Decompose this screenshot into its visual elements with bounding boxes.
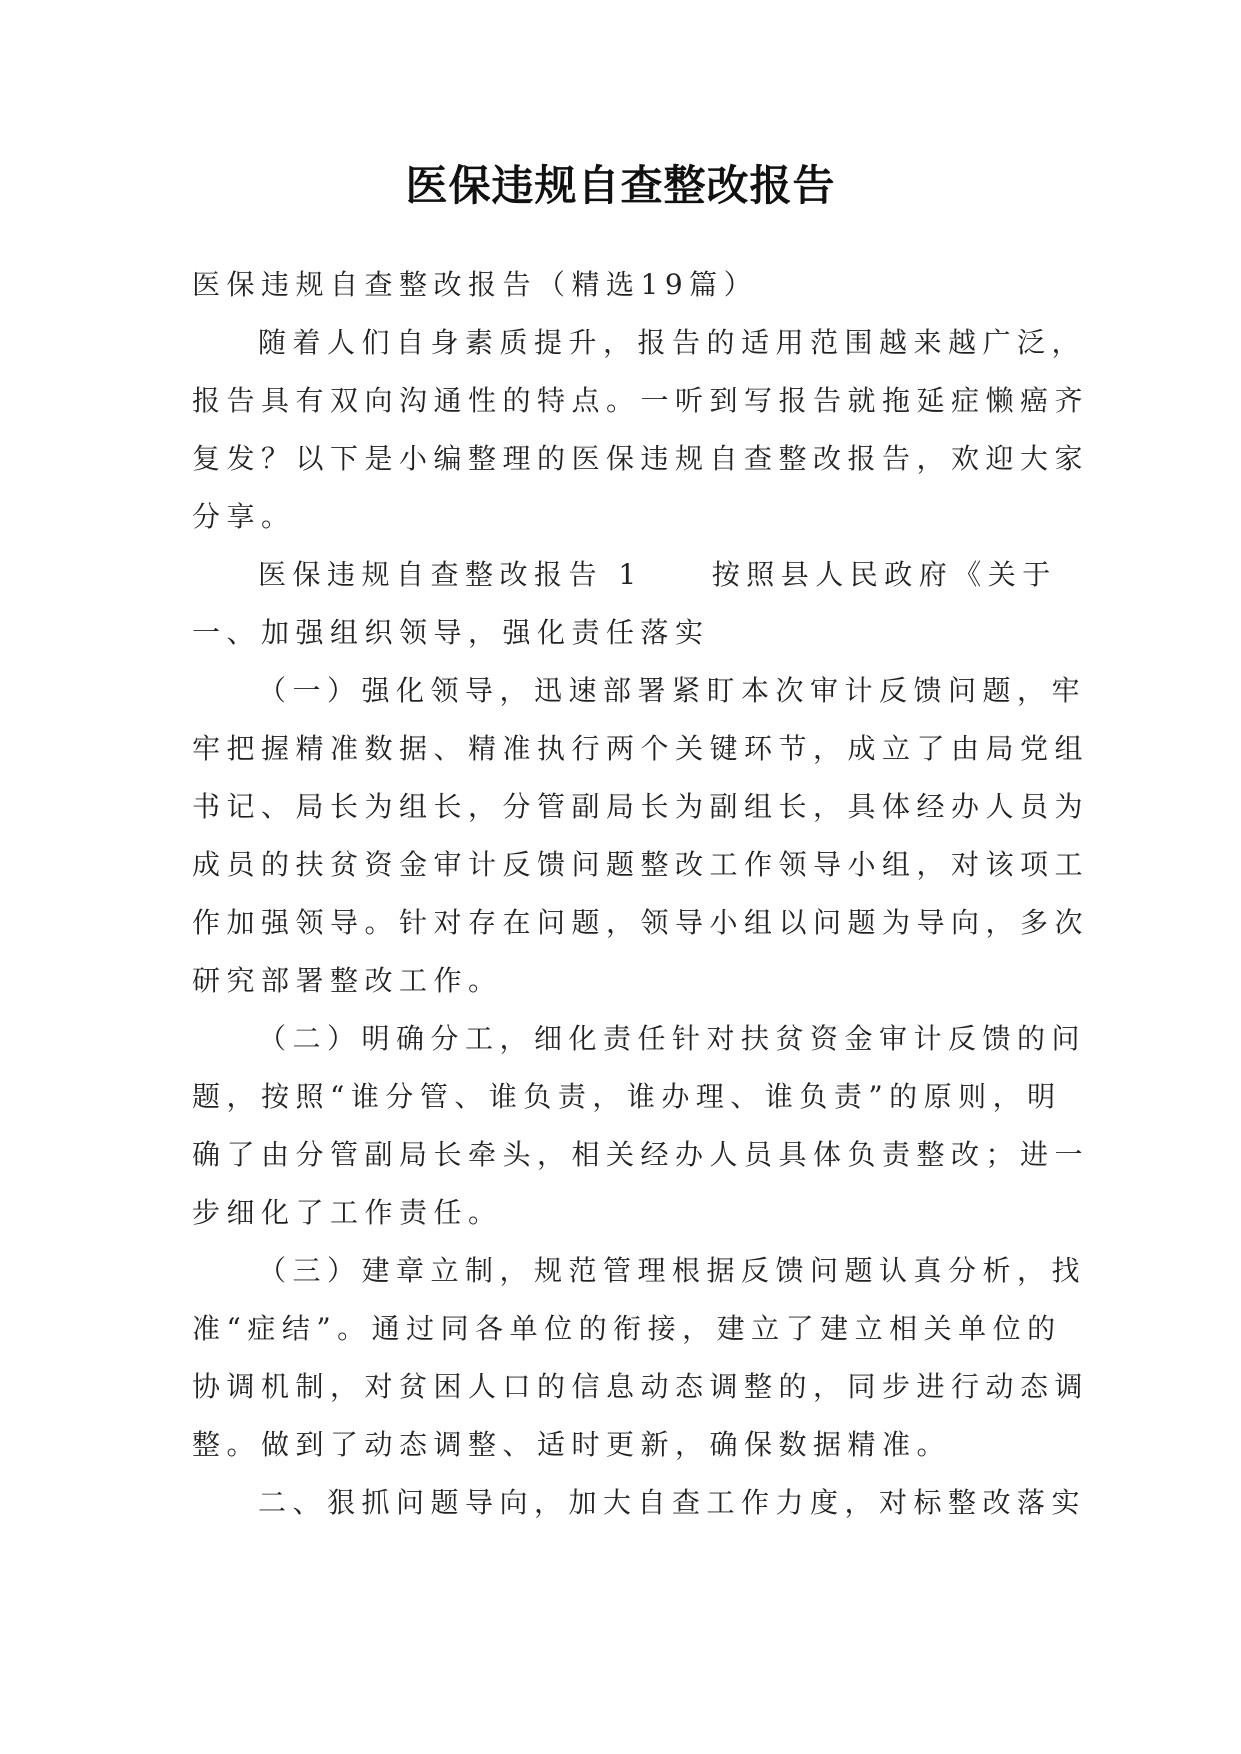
text-line: 报告具有双向沟通性的特点。一听到写报告就拖延症懒癌齐	[192, 384, 1090, 417]
text-line: 随着人们自身素质提升，报告的适用范围越来越广泛，	[258, 326, 1087, 359]
text-line: （一）强化领导，迅速部署紧盯本次审计反馈问题，牢	[258, 674, 1087, 707]
text-line: 步细化了工作责任。	[192, 1196, 503, 1229]
text-line: 研究部署整改工作。	[192, 964, 503, 997]
document-body	[192, 256, 1090, 1532]
text-line: 题，按照“谁分管、谁负责，谁办理、谁负责”的原则，明	[192, 1080, 1062, 1113]
text-line: 成员的扶贫资金审计反馈问题整改工作领导小组，对该项工	[192, 848, 1090, 881]
text-line: 牢把握精准数据、精准执行两个关键环节，成立了由局党组	[192, 732, 1090, 765]
section-heading: 二、狠抓问题导向，加大自查工作力度，对标整改落实	[258, 1486, 1087, 1519]
section-heading: 一、加强组织领导，强化责任落实	[192, 616, 710, 649]
document-title: 医保违规自查整改报告	[405, 161, 836, 210]
text-line: 书记、局长为组长，分管副局长为副组长，具体经办人员为	[192, 790, 1090, 823]
text-line: 协调机制，对贫困人口的信息动态调整的，同步进行动态调	[192, 1370, 1090, 1403]
text-line: （二）明确分工，细化责任针对扶贫资金审计反馈的问	[258, 1022, 1087, 1055]
text-line: 准“症结”。通过同各单位的衔接，建立了建立相关单位的	[192, 1312, 1062, 1345]
text-line: 医保违规自查整改报告 1 按照县人民政府《关于	[258, 558, 1057, 591]
text-line: 作加强领导。针对存在问题，领导小组以问题为导向，多次	[192, 906, 1090, 939]
text-line: 分享。	[192, 500, 296, 533]
text-line: 确了由分管副局长牵头，相关经办人员具体负责整改；进一	[192, 1138, 1090, 1171]
text-line: 医保违规自查整改报告（精选19篇）	[192, 268, 759, 301]
text-line: 复发？以下是小编整理的医保违规自查整改报告，欢迎大家	[192, 442, 1090, 475]
text-line: 整。做到了动态调整、适时更新，确保数据精准。	[192, 1428, 952, 1461]
text-line: （三）建章立制，规范管理根据反馈问题认真分析，找	[258, 1254, 1087, 1287]
